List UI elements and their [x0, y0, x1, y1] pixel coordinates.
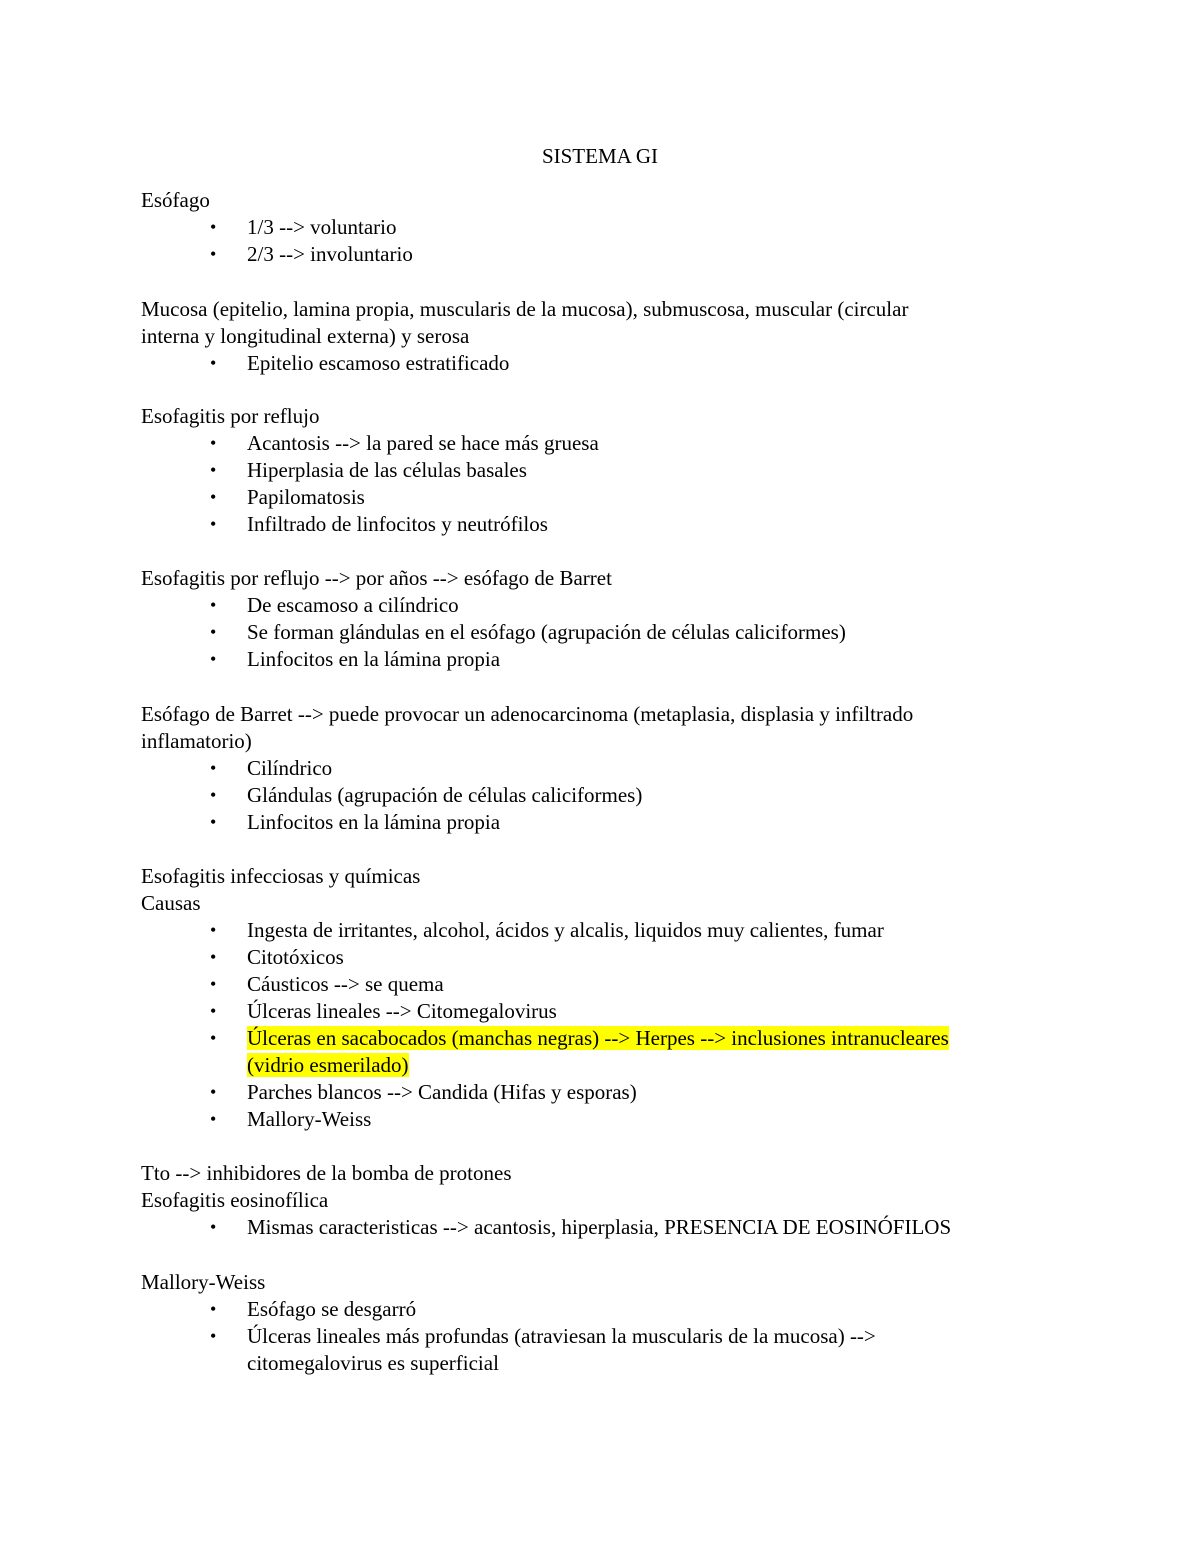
bullet-icon: • [210, 1299, 217, 1319]
bullet-icon: • [210, 1109, 217, 1129]
list-item: • Ingesta de irritantes, alcohol, ácidos y alcalis, liquidos muy calientes, fumar [210, 918, 884, 942]
bullet-icon: • [210, 353, 217, 373]
bullet-list [141, 755, 1061, 836]
page-title: SISTEMA GI [541, 144, 659, 168]
bullet-list [141, 350, 1061, 377]
list-item: • Úlceras lineales --> Citomegalovirus [210, 999, 557, 1023]
highlighted-list-item [141, 1025, 1061, 1079]
list-item: • Parches blancos --> Candida (Hifas y esporas) [210, 1080, 637, 1104]
bullet-list [141, 592, 1061, 673]
list-item: • 1/3 --> voluntario [210, 215, 397, 239]
bullet-icon: • [210, 920, 217, 940]
section-heading: Mallory-Weiss [141, 1270, 266, 1294]
bullet-icon: • [210, 1001, 217, 1021]
bullet-icon: • [210, 649, 217, 669]
list-item: • Linfocitos en la lámina propia [210, 810, 501, 834]
section-heading: Esofagitis por reflujo --> por años --> esófago de Barret [141, 566, 612, 590]
bullet-list [141, 1296, 1061, 1377]
bullet-list [141, 214, 1061, 268]
bullet-icon: • [210, 1326, 217, 1346]
list-item: • Cáusticos --> se quema [210, 972, 444, 996]
bullet-icon: • [210, 947, 217, 967]
list-item: • Infiltrado de linfocitos y neutrófilos [210, 512, 548, 536]
section-heading-cont: inflamatorio) [141, 729, 252, 753]
section-subheading: Causas [141, 891, 201, 915]
bullet-icon: • [210, 1082, 217, 1102]
list-item: • Epitelio escamoso estratificado [210, 351, 510, 375]
section-heading: Esófago de Barret --> puede provocar un adenocarcinoma (metaplasia, displasia y infiltrado [141, 702, 914, 726]
bullet-icon: • [210, 244, 217, 264]
highlight-text: Úlceras en sacabocados (manchas negras) --> Herpes --> inclusiones intranucleares [247, 1026, 949, 1050]
list-item: • Mismas caracteristicas --> acantosis, hiperplasia, PRESENCIA DE EOSINÓFILOS [210, 1215, 952, 1239]
bullet-list [141, 430, 1061, 538]
bullet-icon: • [210, 785, 217, 805]
section-tto-eosinofilica [141, 1160, 1061, 1241]
section-esofago [141, 187, 1061, 268]
section-heading-cont: interna y longitudinal externa) y serosa [141, 324, 470, 348]
bullet-icon: • [210, 1028, 217, 1048]
section-subheading: Esofagitis eosinofílica [141, 1188, 329, 1212]
list-item: • Esófago se desgarró [210, 1297, 417, 1321]
highlight-text-cont: (vidrio esmerilado) [247, 1053, 409, 1077]
section-heading: Esofagitis infecciosas y químicas [141, 864, 421, 888]
list-item: • 2/3 --> involuntario [210, 242, 413, 266]
section-heading: Esofagitis por reflujo [141, 404, 320, 428]
list-item: • Linfocitos en la lámina propia [210, 647, 501, 671]
section-esofagitis-infecciosas [141, 863, 1061, 1133]
bullet-icon: • [210, 433, 217, 453]
list-item: • Acantosis --> la pared se hace más gruesa [210, 431, 599, 455]
bullet-icon: • [210, 622, 217, 642]
bullet-list [141, 1214, 1061, 1241]
bullet-icon: • [210, 595, 217, 615]
bullet-icon: • [210, 758, 217, 778]
section-mallory-weiss [141, 1269, 1061, 1377]
section-heading: Esófago [141, 188, 210, 212]
section-esofagitis-reflujo [141, 403, 1061, 538]
section-heading: Mucosa (epitelio, lamina propia, muscularis de la mucosa), submuscosa, muscular (circular [141, 297, 909, 321]
bullet-icon: • [210, 487, 217, 507]
section-reflujo-barret [141, 565, 1061, 673]
list-item: • Papilomatosis [210, 485, 365, 509]
list-item: • Hiperplasia de las células basales [210, 458, 527, 482]
bullet-icon: • [210, 514, 217, 534]
section-heading: Tto --> inhibidores de la bomba de protones [141, 1161, 512, 1185]
bullet-icon: • [210, 217, 217, 237]
section-barret [141, 701, 1061, 836]
bullet-icon: • [210, 974, 217, 994]
list-item: • Mallory-Weiss [210, 1107, 372, 1131]
bullet-icon: • [210, 812, 217, 832]
list-item: • Citotóxicos [210, 945, 344, 969]
bullet-icon: • [210, 460, 217, 480]
list-item: • De escamoso a cilíndrico [210, 593, 459, 617]
list-item: • Glándulas (agrupación de células caliciformes) [210, 783, 643, 807]
list-item: • Úlceras lineales más profundas (atraviesan la muscularis de la mucosa) --> citomegalovirus es superficial [210, 1324, 876, 1375]
bullet-list [141, 917, 1061, 1133]
section-capas [141, 296, 1061, 377]
list-item: • Cilíndrico [210, 756, 333, 780]
list-item: • Se forman glándulas en el esófago (agrupación de células caliciformes) [210, 620, 846, 644]
bullet-icon: • [210, 1217, 217, 1237]
